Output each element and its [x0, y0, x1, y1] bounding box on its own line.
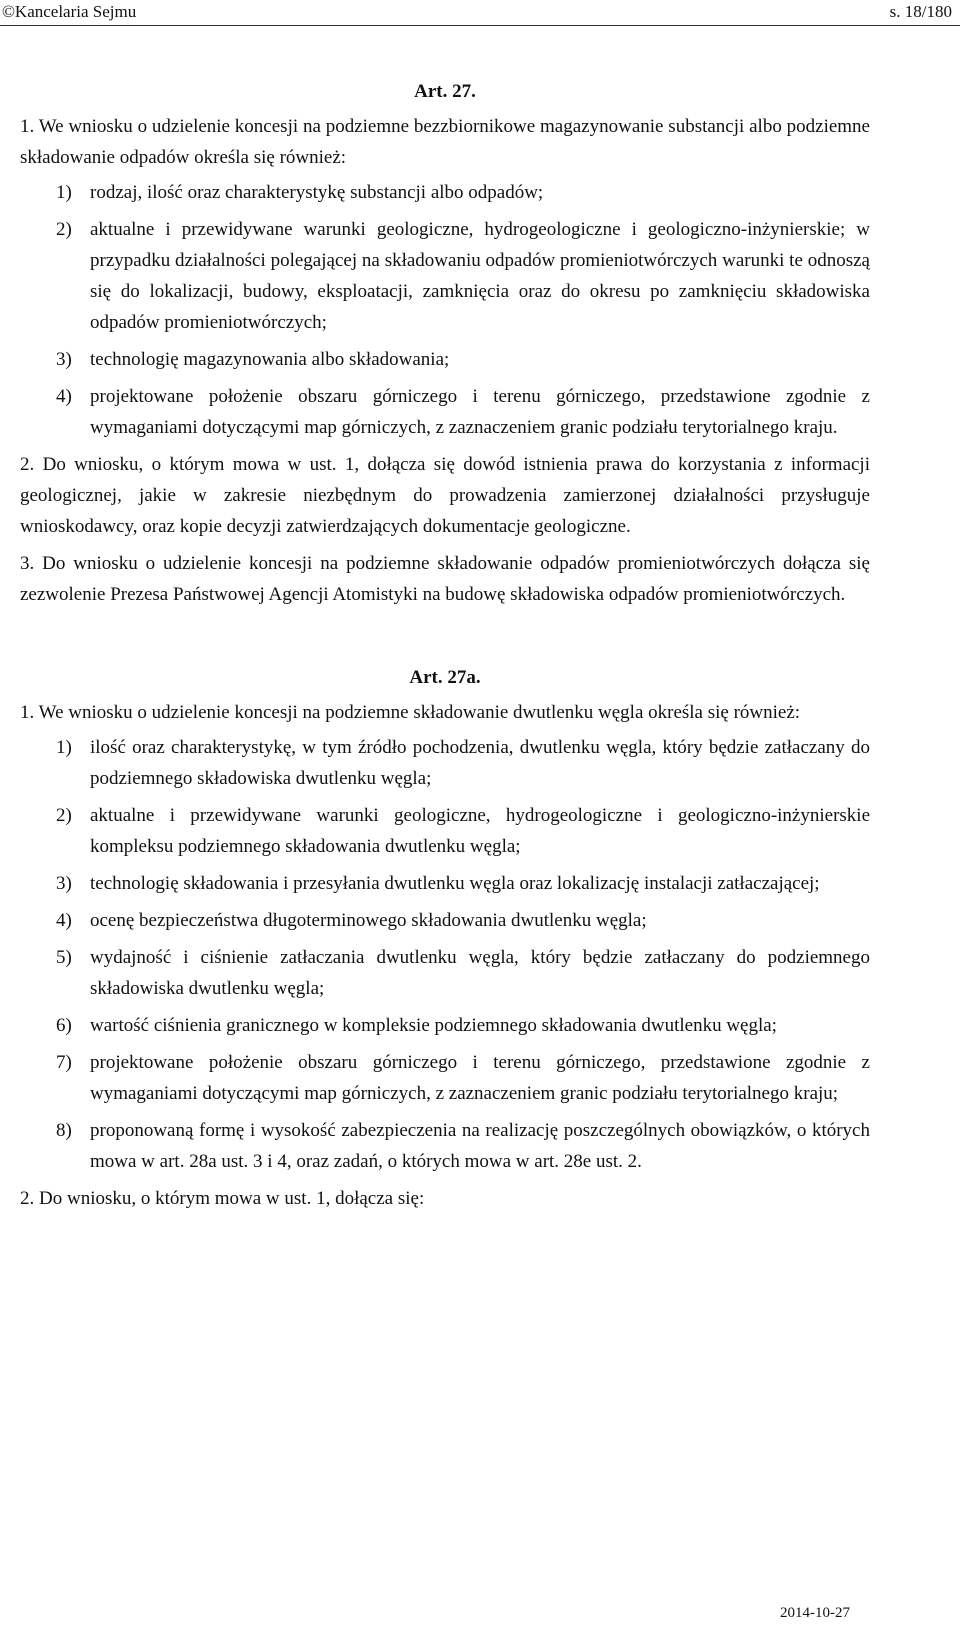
- list-item: [20, 1047, 870, 1109]
- section-spacer: [20, 610, 870, 662]
- list-item-number: 6): [56, 1015, 72, 1036]
- list-item-number: 3): [56, 349, 72, 370]
- list-item: [20, 1010, 870, 1041]
- article-27a-paragraph-1: 1. We wniosku o udzielenie koncesji na podziemne składowanie dwutlenku węgla określa się również:: [20, 702, 801, 723]
- list-item: [20, 1115, 870, 1177]
- list-item: [20, 214, 870, 338]
- list-item: [20, 732, 870, 794]
- list-item-number: 4): [56, 910, 72, 931]
- list-item: [20, 344, 870, 375]
- list-item: [20, 868, 870, 899]
- list-item-text: wartość ciśnienia granicznego w kompleksie podziemnego składowania dwutlenku węgla;: [90, 1015, 777, 1036]
- list-item-text: projektowane położenie obszaru górniczego i terenu górniczego, przedstawione zgodnie z wymaganiami dotyczącymi map górniczych, z zaznaczeniem granic podziału terytorialnego kraju.: [90, 386, 870, 438]
- list-item-number: 2): [56, 805, 72, 826]
- article-27-paragraph-1: 1. We wniosku o udzielenie koncesji na podziemne bezzbiornikowe magazynowanie substancji albo podziemne składowanie odpadów określa się również:: [20, 116, 870, 168]
- page-header: [0, 0, 960, 34]
- footer-date: 2014-10-27: [780, 1605, 850, 1621]
- header-page-number: s. 18/180: [889, 2, 952, 21]
- article-27-paragraph-3: 3. Do wniosku o udzielenie koncesji na podziemne składowanie odpadów promieniotwórczych dołącza się zezwolenie Prezesa Państwowej Agencji Atomistyki na budowę składowiska odpadów promieniotwórczych.: [20, 553, 870, 605]
- article-27-list: [20, 177, 870, 443]
- list-item-text: proponowaną formę i wysokość zabezpieczenia na realizację poszczególnych obowiązków, o których mowa w art. 28a ust. 3 i 4, oraz zadań, o których mowa w art. 28e ust. 2.: [90, 1120, 870, 1172]
- list-item-text: aktualne i przewidywane warunki geologiczne, hydrogeologiczne i geologiczno-inżynierskie kompleksu podziemnego składowania dwutlenku węgla;: [90, 805, 870, 857]
- list-item-number: 3): [56, 873, 72, 894]
- list-item-number: 7): [56, 1052, 72, 1073]
- article-27-title: Art. 27.: [414, 81, 476, 102]
- list-item-text: technologię składowania i przesyłania dwutlenku węgla oraz lokalizację instalacji zatłaczającej;: [90, 873, 820, 894]
- list-item: [20, 177, 870, 208]
- list-item-number: 2): [56, 219, 72, 240]
- list-item-text: ocenę bezpieczeństwa długoterminowego składowania dwutlenku węgla;: [90, 910, 647, 931]
- article-27a-title: Art. 27a.: [409, 667, 481, 688]
- list-item: [20, 942, 870, 1004]
- article-27a-list: [20, 732, 870, 1177]
- list-item-text: ilość oraz charakterystykę, w tym źródło pochodzenia, dwutlenku węgla, który będzie zatłaczany do podziemnego składowiska dwutlenku węgla;: [90, 737, 870, 789]
- article-27-paragraph-2: 2. Do wniosku, o którym mowa w ust. 1, dołącza się dowód istnienia prawa do korzystania z informacji geologicznej, jakie w zakresie niezbędnym do prowadzenia zamierzonej działalności przysługuje wnioskodawcy, oraz kopie decyzji zatwierdzających dokumentacje geologiczne.: [20, 454, 870, 537]
- list-item-number: 4): [56, 386, 72, 407]
- document-body: [20, 76, 870, 1214]
- list-item-text: aktualne i przewidywane warunki geologiczne, hydrogeologiczne i geologiczno-inżynierskie; w przypadku działalności polegającej na składowaniu odpadów promieniotwórczych warunki te odnoszą się do lokalizacji, budowy, eksploatacji, zamknięcia oraz do okresu po zamknięciu składowiska odpadów promieniotwórczych;: [90, 219, 870, 333]
- list-item: [20, 905, 870, 936]
- list-item-text: technologię magazynowania albo składowania;: [90, 349, 450, 370]
- list-item-text: projektowane położenie obszaru górniczego i terenu górniczego, przedstawione zgodnie z wymaganiami dotyczącymi map górniczych, z zaznaczeniem granic podziału terytorialnego kraju;: [90, 1052, 870, 1104]
- list-item-number: 1): [56, 182, 72, 203]
- list-item-number: 1): [56, 737, 72, 758]
- article-27a-paragraph-2: 2. Do wniosku, o którym mowa w ust. 1, dołącza się:: [20, 1188, 425, 1209]
- header-publisher: ©Kancelaria Sejmu: [2, 2, 137, 21]
- header-rule: [0, 25, 960, 26]
- list-item-text: wydajność i ciśnienie zatłaczania dwutlenku węgla, który będzie zatłaczany do podziemnego składowiska dwutlenku węgla;: [90, 947, 870, 999]
- list-item: [20, 381, 870, 443]
- list-item: [20, 800, 870, 862]
- list-item-number: 5): [56, 947, 72, 968]
- list-item-number: 8): [56, 1120, 72, 1141]
- list-item-text: rodzaj, ilość oraz charakterystykę substancji albo odpadów;: [90, 182, 544, 203]
